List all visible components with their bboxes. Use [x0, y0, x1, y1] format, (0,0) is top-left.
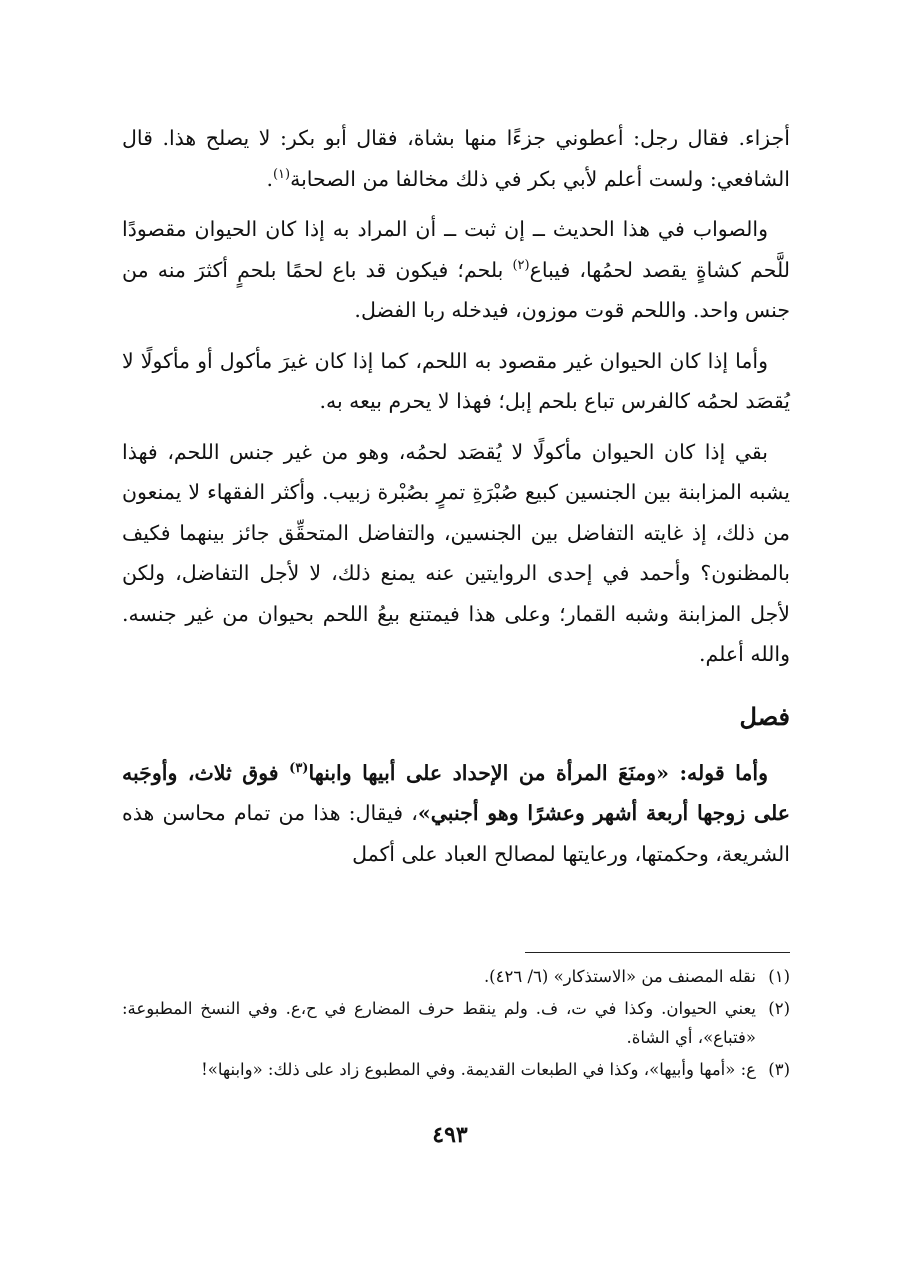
footnote-number: (٣): [768, 1060, 790, 1079]
paragraph-1-end: .: [266, 166, 273, 191]
footnotes: [122, 962, 790, 1087]
paragraph-1: [122, 118, 790, 199]
footnote-text: نقله المصنف من «الاستذكار» (٦/ ٤٢٦).: [483, 967, 756, 986]
paragraph-2-text-b: بلحم؛ فيكون قد باع لحمًا بلحمٍ أكثرَ منه من جنس واحد. واللحم قوت موزون، فيدخله ربا الفضل.: [122, 257, 790, 322]
footnote-2: [122, 994, 790, 1052]
paragraph-4: بقي إذا كان الحيوان مأكولًا لا يُقصَد لحمُه، وهو من غير جنس اللحم، فهذا يشبه المزابنة بين الجنسين كبيع صُبْرَةِ تمرٍ بصُبْرة زبيب. وأكثر الفقهاء لا يمنعون من ذلك، إذ غايته التفاضل بين الجنسين، والتفاضل المتحقِّق جائز بينهما فكيف بالمظنون؟ وأحمد في إحدى الروايتين عنه يمنع ذلك، لا لأجل التفاضل، ولكن لأجل المزابنة وشبه القمار؛ وعلى هذا فيمتنع بيعُ اللحم بحيوان من غير جنسه. والله أعلم.: [122, 439, 790, 666]
section-title: فصل: [739, 701, 790, 731]
footnote-text: يعني الحيوان. وكذا في ت، ف. ولم ينقط حرف المضارع في ح،ع. وفي النسخ المطبوعة: «فتباع»، أي الشاة.: [122, 999, 756, 1047]
main-text: [122, 118, 790, 884]
footnote-ref-2: (٢): [512, 257, 530, 273]
footnote-divider: [525, 952, 790, 953]
paragraph-5-quote-b: فوق ثلاث، وأوجَبه على زوجها أربعة أشهر وعشرًا وهو أجنبي»: [122, 760, 790, 825]
footnote-number: (٢): [768, 999, 790, 1018]
paragraph-2: [122, 209, 790, 331]
footnote-1: [122, 962, 790, 991]
footnote-text: ع: «أمها وأبيها»، وكذا في الطبعات القديمة. وفي المطبوع زاد على ذلك: «وابنها»!: [201, 1060, 756, 1079]
footnote-number: (١): [768, 967, 790, 986]
paragraph-3: وأما إذا كان الحيوان غير مقصود به اللحم، كما إذا كان غيرَ مأكول أو مأكولًا لا يُقصَد لحمُه كالفرس تباع بلحم إبل؛ فهذا لا يحرم بيعه به.: [122, 348, 790, 413]
paragraph-5-rest: ، فيقال: هذا من تمام محاسن هذه الشريعة، وحكمتها، ورعايتها لمصالح العباد على أكمل: [122, 801, 790, 866]
paragraph-2-text-a: والصواب في هذا الحديث ــ إن ثبت ــ أن المراد به إذا كان الحيوان مقصودًا للَّحم كشاةٍ يقصد لحمُها، فيباع: [122, 217, 790, 282]
paragraph-1-text: أجزاء. فقال رجل: أعطوني جزءًا منها بشاة، فقال أبو بكر: لا يصلح هذا. قال الشافعي: ولست أعلم لأبي بكر في ذلك مخالفا من الصحابة: [122, 126, 790, 191]
footnote-3: [122, 1055, 790, 1084]
paragraph-5-quote-a: «ومنَعَ المرأة من الإحداد على أبيها وابنها: [308, 760, 669, 785]
page-number: ٤٩٣: [432, 1122, 468, 1148]
paragraph-5: [122, 753, 790, 875]
paragraph-5-intro: وأما قوله:: [668, 760, 769, 785]
footnote-ref-3: (٣): [289, 760, 309, 776]
footnote-ref-1: (١): [272, 166, 291, 182]
